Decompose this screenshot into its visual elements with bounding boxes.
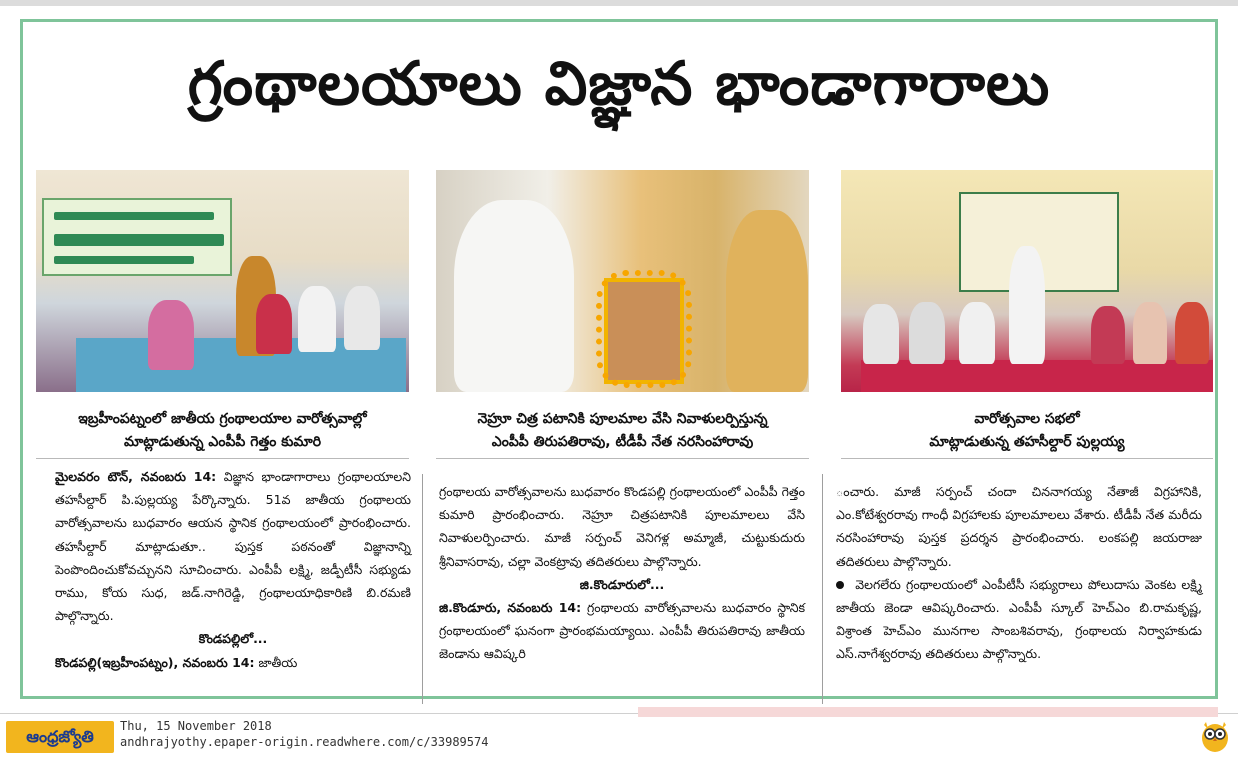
paragraph — [836, 573, 1202, 666]
top-strip — [0, 0, 1238, 6]
photo-person — [1175, 302, 1209, 364]
caption-rule — [841, 458, 1213, 459]
photo-person — [1133, 302, 1167, 364]
photo-person — [863, 304, 899, 364]
caption-rule — [436, 458, 809, 459]
photo-garland — [596, 270, 692, 388]
photo-person — [726, 210, 808, 392]
epaper-footer — [0, 713, 1238, 757]
dateline: కొండపల్లి(ఇబ్రహీంపట్నం), నవంబరు 14: — [55, 654, 255, 670]
photo-person — [256, 294, 292, 354]
caption-line: ఎంపీపీ తిరుపతిరావు, టీడీపీ నేత నరసింహారావు — [491, 434, 754, 450]
dateline: మైలవరం టౌన్, నవంబరు 14: — [55, 469, 217, 484]
paragraph-text: జాతీయ — [258, 654, 298, 670]
paragraph-text: గ్రంథాలయ వారోత్సవాలను బుధవారం స్థానిక గ్రంథాలయంలో ఘనంగా ప్రారంభమయ్యాయి. ఎంపీపీ తిరుపతిరావు జాతీయ జెండాను ఆవిష్కరి — [439, 600, 805, 662]
caption-line: ఇబ్రహీంపట్నంలో జాతీయ గ్రంథాలయాల వారోత్సవాల్లో — [78, 411, 367, 427]
photo-person — [959, 302, 995, 364]
photo-person — [1009, 246, 1045, 364]
article-clipping — [20, 19, 1218, 699]
photo-library-week-meeting — [36, 170, 409, 392]
photo-caption — [841, 408, 1213, 454]
caption-line: మాట్లాడుతున్న తహసీల్దార్ పుల్లయ్య — [929, 434, 1125, 450]
paragraph-text: విజ్ఞాన భాండాగారాలు గ్రంథాలయాలని తహసీల్దార్ పి.పుల్లయ్య పేర్కొన్నారు. 51వ జాతీయ గ్రంథాలయ వారోత్సవాలను బుధవారం ఆయన స్థానిక గ్రంథాలయంలో ప్రారంభించారు. తహసీల్దార్ మాట్లాడుతూ.. పుస్తక పఠనంతో విజ్ఞానాన్ని పెంపొందించుకోవచ్చునని సూచించారు. ఎంపీపీ లక్ష్మి, జడ్పీటీసీ సభ్యుడు రాము, కోయ సుధ, జడ్.నాగిరెడ్డి, గ్రంథాలయాధికారిణి బి.రమణి పాల్గొన్నారు. — [55, 469, 411, 624]
edition-date: Thu, 15 November 2018 — [120, 719, 272, 733]
article-column-3 — [836, 480, 1202, 666]
paragraph-text: వెలగలేరు గ్రంథాలయంలో ఎంపీటీసీ సభ్యురాలు పోలుదాసు వెంకట లక్ష్మి జాతీయ జెండా ఆవిష్కరించారు. ఎంపీపీ స్కూల్ హెచ్ఎం బి.రామకృష్ణ, విశ్రాంత హెచ్ఎం మునగాల సాంబశివరావు, గ్రంథాలయ నిర్వాహకుడు ఎస్.నాగేశ్వరరావు తదితరులు పాల్గొన్నారు. — [836, 576, 1203, 662]
banner-stripe — [54, 212, 214, 220]
article-headline: గ్రంథాలయాలు విజ్ఞాన భాండాగారాలు — [187, 49, 1051, 119]
column-divider — [422, 474, 423, 704]
source-url-link[interactable]: andhrajyothy.epaper-origin.readwhere.com/c/33989574 — [120, 735, 489, 749]
paragraph — [55, 465, 411, 627]
photo-stage-speech — [841, 170, 1213, 392]
photo-person — [909, 302, 945, 364]
photo-caption — [436, 408, 809, 454]
caption-line: మాట్లాడుతున్న ఎంపీపీ గెత్తం కుమారి — [123, 434, 322, 450]
caption-line: నెహ్రూ చిత్ర పటానికి పూలమాల వేసి నివాళులర్పిస్తున్న — [477, 411, 768, 427]
caption-line: వారోత్సవాల సభలో — [974, 411, 1080, 427]
photo-person — [344, 286, 380, 350]
photo-caption — [36, 408, 409, 454]
column-divider — [822, 474, 823, 704]
photo-person — [148, 300, 194, 370]
paragraph — [55, 651, 411, 674]
photo-person — [298, 286, 336, 352]
paragraph: గ్రంథాలయ వారోత్సవాలను బుధవారం కొండపల్లి గ్రంథాలయంలో ఎంపీపీ గెత్తం కుమారి ప్రారంభించారు. నెహ్రూ చిత్రపటానికి పూలమాలలు వేసి నివాళులర్పించారు. మాజీ సర్పంచ్ వెనిగళ్ల అమ్మాజీ, చుట్టుకుదురు శ్రీనివాసరావు, చల్లా వెంకట్రావు తదితరులు పాల్గొన్నారు. — [439, 484, 805, 569]
subheading: జి.కొండూరులో... — [579, 576, 665, 592]
banner-stripe — [54, 234, 224, 246]
article-column-2 — [439, 480, 805, 666]
subheading: కొండపల్లిలో... — [198, 631, 268, 647]
banner-stripe — [54, 256, 194, 264]
dateline: జి.కొండూరు, నవంబరు 14: — [439, 600, 582, 616]
caption-rule — [36, 458, 409, 459]
photo-nehru-portrait-tribute — [436, 170, 809, 392]
paragraph: ంచారు. మాజీ సర్పంచ్ చందా చిననాగయ్య నేతాజీ విగ్రహానికి, ఎం.కోటేశ్వరరావు గాంధీ విగ్రహాలకు పూలమాలలు వేశారు. టీడీపీ నేత మరీదు నరసింహారావు పుస్తక ప్రదర్శన ప్రారంభించారు. లంకపల్లి జయరాజు తదితరులు పాల్గొన్నారు. — [836, 484, 1202, 569]
paragraph — [439, 596, 805, 666]
andhrajyothy-logo[interactable]: ఆంధ్రజ్యోతి — [6, 721, 114, 753]
photo-person — [454, 200, 574, 392]
article-column-1 — [55, 465, 411, 674]
bullet-icon — [836, 581, 844, 589]
owl-icon[interactable] — [1200, 719, 1230, 753]
footer-accent-bar — [638, 707, 1218, 717]
photo-table — [861, 360, 1213, 392]
photo-person — [1091, 306, 1125, 364]
photo-banner — [42, 198, 232, 276]
